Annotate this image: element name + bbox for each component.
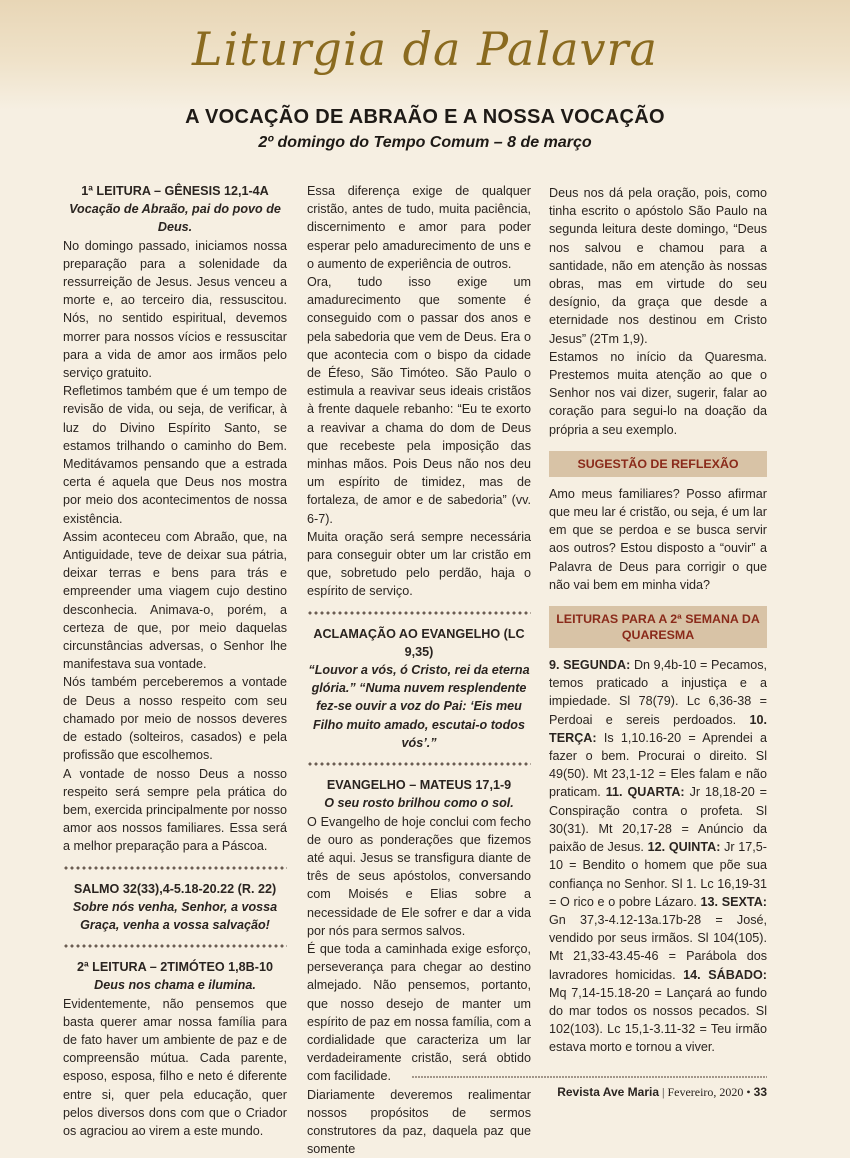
dotted-divider <box>307 761 531 767</box>
paragraph: O Evangelho de hoje conclui com fecho de ouro as ponderações que fizemos até aqui. Jesus se transfigura diante de três de seus apóstolos, conversando com Moisés e Elias sobre a necessidade de Ele sofrer e dar a vida por nós para sermos salvos. <box>307 814 531 938</box>
day-label: 9. SEGUNDA: <box>549 658 631 673</box>
page-title: A VOCAÇÃO DE ABRAÃO E A NOSSA VOCAÇÃO <box>185 106 665 128</box>
page-number: 33 <box>753 1085 767 1099</box>
day-readings: Jr 17,5-10 = Bendito o homem que põe sua confiança no Senhor. Sl 1. Lc 16,19-31 = O rico e o pobre Lázaro. <box>549 840 767 909</box>
reading2-heading: 2ª LEITURA – 2TIMÓTEO 1,8B-10 <box>77 960 273 975</box>
day-readings: Mq 7,14-15.18-20 = Lançará ao fundo do mar todos os nossos pecados. Sl 102(103). Lc 15,1-3.11-32 = Teu irmão estava morto e tornou a viver. <box>549 985 767 1055</box>
page-footer <box>412 1085 767 1100</box>
reading1-heading: 1ª LEITURA – GÊNESIS 12,1-4A <box>81 184 269 198</box>
gospel-subtitle: O seu rosto brilhou como o sol. <box>324 796 514 811</box>
paragraph: Refletimos também que é um tempo de revisão de vida, ou seja, de verificar, à luz do Divino Espírito Santo, se estamos trilhando o caminho do Bem. Meditávamos pensando que a estrada certa é aquela que Deus nos mostra por meio dos acontecimentos de nossa existência. <box>63 384 287 526</box>
footer-separator: | <box>659 1085 668 1099</box>
dotted-divider <box>307 610 531 616</box>
column-1 <box>63 182 287 1140</box>
paragraph: Evidentemente, não pensemos que basta querer amar nossa família para de fato haver um ambiente de paz e de compreensão mútua. Cada parente, esposo, esposa, filho e neto é diferente entre si, quer pela educação, quer pelos diversos dons com que o Criador os agraciou ao virem a este mundo. <box>63 996 287 1138</box>
day-label: 10. TERÇA: <box>549 712 767 745</box>
day-label: 13. SEXTA: <box>700 894 767 909</box>
magazine-name: Revista Ave Maria <box>557 1085 660 1099</box>
paragraph: No domingo passado, iniciamos nossa preparação para a solenidade da ressurreição de Jesus. Jesus venceu a morte e, ao terceiro dia, ressuscitou. Nós, no sentido espiritual, devemos morrer para nossos vícios e ressuscitar para a vida de amor aos irmãos pelo serviço gratuito. <box>63 238 287 381</box>
day-readings: Is 1,10.16-20 = Aprendei a fazer o bem. Procurai o direito. Sl 49(50). Mt 23,1-12 = Eles falam e não praticam. <box>549 730 767 800</box>
day-label: 11. QUARTA: <box>605 785 685 800</box>
acclamation-text: “Louvor a vós, ó Cristo, rei da eterna glória.” “Numa nuvem resplendente fez-se ouvir a voz do Pai: ‘Eis meu Filho muito amado, escutai-o todos vós’.” <box>308 663 530 750</box>
paragraph: Essa diferença exige de qualquer cristão, antes de tudo, muita paciência, discernimento e amor para poder esperar pelo amadurecimento de uns e o aumento de experiência de outros. <box>307 184 531 271</box>
paragraph: Estamos no início da Quaresma. Prestemos muita atenção ao que o Senhor nos vai dizer, sugerir, falar ao coração para segui-lo na doação da própria a seu exemplo. <box>549 349 767 437</box>
week-readings-heading: LEITURAS PARA A 2ª SEMANA DA QUARESMA <box>549 606 767 648</box>
day-label: 12. QUINTA: <box>647 840 721 855</box>
paragraph: É que toda a caminhada exige esforço, perseverança para chegar ao destino almejado. Não pensemos, portanto, que nosso desejo de manter um espírito de paz em nossa família, com a cordialidade que caracteriza um lar verdadeiramente cristão, será obtido com facilidade. <box>307 941 531 1084</box>
footer-divider <box>412 1076 767 1078</box>
paragraph: Nós também perceberemos a vontade de Deus a nosso respeito com seu chamado por meio de nossos deveres de estado (solteiros, casados) e pela profissão que escolhemos. <box>63 675 287 763</box>
reading1-subtitle: Vocação de Abraão, pai do povo de Deus. <box>69 202 281 235</box>
acclamation-heading: ACLAMAÇÃO AO EVANGELHO (LC 9,35) <box>313 626 525 659</box>
column-3 <box>549 184 767 1057</box>
dotted-divider <box>63 943 287 949</box>
day-label: 14. SÁBADO: <box>683 967 767 982</box>
page-subtitle: 2º domingo do Tempo Comum – 8 de março <box>258 134 592 151</box>
psalm-heading: SALMO 32(33),4-5.18-20.22 (R. 22) <box>73 881 277 896</box>
gospel-heading: EVANGELHO – MATEUS 17,1-9 <box>326 778 512 793</box>
paragraph: A vontade de nosso Deus a nosso respeito será sempre pela prática do bem, exercida principalmente por nosso amor aos nossos familiares. Essa será a melhor preparação para a Páscoa. <box>63 766 287 854</box>
paragraph: Muita oração será sempre necessária para conseguir obter um lar cristão em que, sobretudo pelo perdão, haja o espírito de serviço. <box>307 529 531 599</box>
paragraph: Ora, tudo isso exige um amadurecimento que somente é conseguido com o passar dos anos e pela sabedoria que vem de Deus. Era o que acontecia com o bispo da cidade de Éfeso, São Timóteo. São Paulo o estimula a reavivar seus ideais cristãos à frente daquele rebanho: “Eu te exorto a reavivar a chama do dom de Deus que recebeste pela imposição das minhas mãos. Pois Deus não nos deu um espírito de timidez, mas de fortaleza, de amor e de sabedoria” (vv. 6-7). <box>307 275 531 526</box>
issue-date: Fevereiro, 2020 • <box>667 1085 754 1099</box>
day-readings: Jr 18,18-20 = Conspiração contra o profeta. Sl 30(31). Mt 20,17-28 = Anúncio da paixão de Jesus. <box>549 785 768 855</box>
week-readings <box>549 656 767 1056</box>
paragraph: Deus nos dá pela oração, pois, como tinha escrito o apóstolo São Paulo na segunda leitura deste domingo, “Deus nos salvou e chamou para a santidade, não em atenção às nossas obras, mas em virtude do seu desígnio, da graça que desde a eternidade nos destinou em Cristo Jesus” (2Tm 1,9). <box>549 186 767 346</box>
reflection-heading: SUGESTÃO DE REFLEXÃO <box>549 451 767 477</box>
day-readings: Gn 37,3-4.12-13a.17b-28 = José, vendido por seus irmãos. Sl 104(105). Mt 21,33-43.45-46 = Parábola dos lavradores homicidas. <box>549 912 767 982</box>
reading2-subtitle: Deus nos chama e ilumina. <box>94 978 256 993</box>
day-readings: Dn 9,4b-10 = Pecamos, temos praticado a injustiça e a impiedade. Sl 78(79). Lc 6,36-38 = Perdoai e sereis perdoados. <box>549 658 767 727</box>
section-title: Liturgia da Palavra <box>192 22 658 76</box>
paragraph: Diariamente deveremos realimentar nossos propósitos de sermos construtores da paz, daquela paz que somente <box>307 1087 531 1157</box>
paragraph: Assim aconteceu com Abraão, que, na Antiguidade, teve de deixar sua pátria, deixar terras e bens para trás e empreender uma viagem cujo destino desconhecia. Animava-o, porém, a certeza de que, por meio daquelas circunstâncias adversas, o Senhor lhe manifestava sua vontade. <box>63 529 287 672</box>
dotted-divider <box>63 865 287 871</box>
column-2 <box>307 182 531 1158</box>
reflection-text: Amo meus familiares? Posso afirmar que meu lar é cristão, ou seja, é um lar em que se perdoa e se busca servir aos outros? Estou disposto a “ouvir” a Palavra de Deus para corrigir o que não vai bem em minha vida? <box>549 486 767 592</box>
psalm-response: Sobre nós venha, Senhor, a vossa Graça, venha a vossa salvação! <box>72 899 278 932</box>
